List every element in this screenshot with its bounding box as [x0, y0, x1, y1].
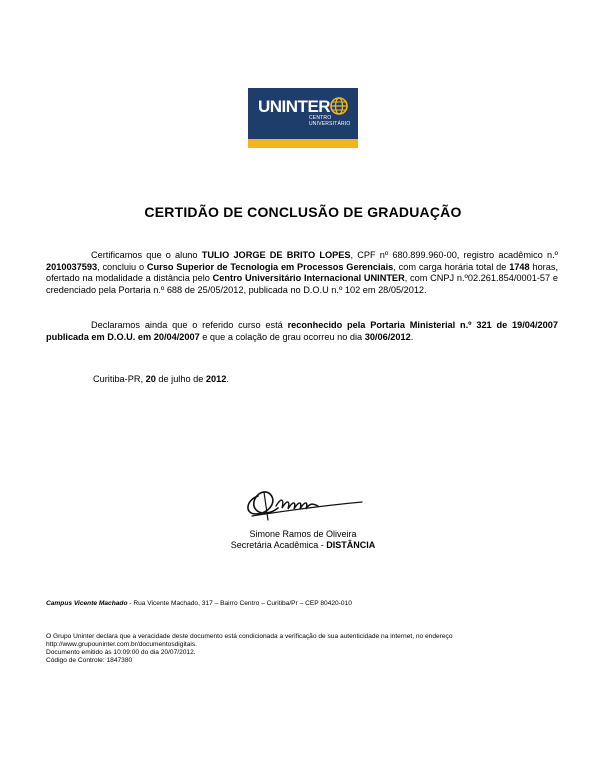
issue-date: Curitiba-PR, 20 de julho de 2012. — [93, 374, 229, 384]
logo-subtitle: CENTRO UNIVERSITÁRIO — [309, 115, 351, 127]
verification-url[interactable]: http://www.grupouninter.com.br/documentosdigitais. — [46, 641, 198, 648]
course-hours: 1748 — [509, 261, 530, 272]
signature-image — [238, 476, 368, 524]
recognition-paragraph: Declaramos ainda que o referido curso está reconhecido pela Portaria Ministerial n.º 321 de 19/04/2007 publicada em D.O.U. em 20/04/2007 e que a colação de grau ocorreu no dia 30/06/2012. — [46, 320, 558, 342]
verification-notice: O Grupo Uninter declara que a veracidade deste documento está condicionada a verificação de sua autenticidade na internet, no endereço — [46, 633, 453, 640]
uninter-logo — [248, 88, 358, 148]
recognition-text: reconhecido pela Portaria Ministerial n.º 321 de 19/04/2007 publicada em D.O.U. em 20/04/2007 — [46, 320, 558, 342]
graduation-date: 30/06/2012 — [364, 331, 411, 342]
academic-record: 2010037593 — [46, 261, 98, 272]
logo-accent-bar — [248, 139, 358, 148]
course-name: Curso Superior de Tecnologia em Processos Gerenciais — [146, 261, 394, 272]
issue-timestamp: Documento emitido às 10:09:00 do dia 20/07/2012. — [46, 649, 196, 656]
certification-paragraph: Certificamos que o aluno TULIO JORGE DE BRITO LOPES, CPF nº 680.899.960-00, registro acadêmico n.º 2010037593, concluiu o Curso Superior de Tecnologia em Processos Gerenciais, com carga horária total de 1748 horas, ofertado na modalidade a distância pelo Centro Universitário Internacional UNINTER, com CNPJ n.º02.261.854/0001-57 e credenciado pela Portaria n.º 688 de 25/05/2012, publicada no D.O.U n.º 102 em 28/05/2012. — [46, 250, 558, 295]
control-code: Código de Controle: 1847380 — [46, 657, 133, 664]
document-title: CERTIDÃO DE CONCLUSÃO DE GRADUAÇÃO — [144, 204, 462, 220]
verification-footer — [46, 633, 558, 665]
signer-name: Simone Ramos de Oliveira — [249, 529, 357, 539]
campus-address: Campus Vicente Machado - Rua Vicente Machado, 317 – Bairro Centro – Curitiba/Pr – CEP 80420-010 — [46, 600, 352, 607]
logo-wordmark: UNINTER — [258, 97, 331, 116]
student-name: TULIO JORGE DE BRITO LOPES — [201, 250, 351, 260]
institution-name: Centro Universitário Internacional UNINTER — [212, 273, 405, 284]
signer-role: Secretária Acadêmica - DISTÂNCIA — [230, 540, 376, 550]
globe-icon — [329, 96, 349, 116]
